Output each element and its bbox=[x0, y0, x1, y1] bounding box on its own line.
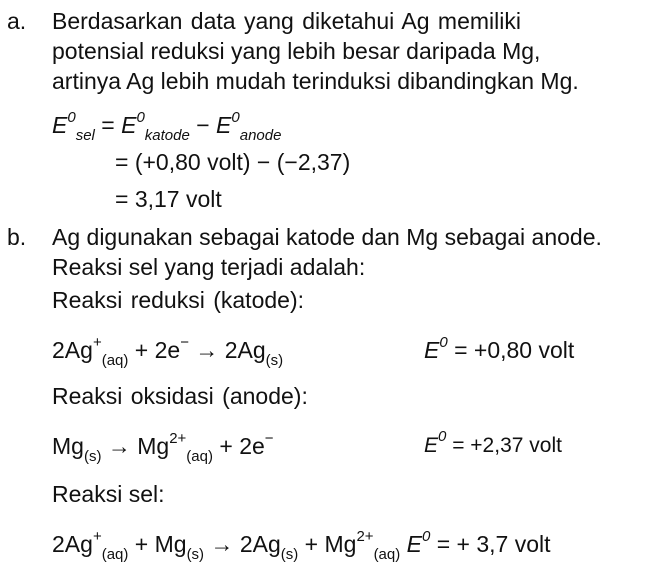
ox-plus-2e: + 2e bbox=[212, 433, 265, 459]
formula-zero-sel: 0 bbox=[67, 109, 76, 126]
calc-line-2: = 3,17 volt bbox=[115, 186, 222, 212]
red-s: (s) bbox=[265, 352, 284, 369]
ox-mg: Mg bbox=[52, 433, 84, 459]
cell-label: Reaksi sel: bbox=[52, 481, 165, 507]
formula-anode: anode bbox=[239, 127, 282, 144]
formula-sel: sel bbox=[75, 127, 95, 144]
oxidation-equation bbox=[52, 430, 274, 465]
oxidation-label: Reaksi oksidasi (anode): bbox=[52, 383, 308, 409]
cell-potential-formula bbox=[52, 109, 282, 144]
red-e-value: = +0,80 volt bbox=[447, 337, 575, 363]
ox-aq: (aq) bbox=[186, 448, 213, 465]
cell-plus-mg: + Mg bbox=[128, 531, 187, 557]
cell-aq2: (aq) bbox=[373, 546, 401, 563]
cell-plus-mg2: + Mg bbox=[298, 531, 357, 557]
cell-ag-charge: + bbox=[92, 528, 102, 545]
red-arrow-2ag: → 2Ag bbox=[188, 337, 266, 363]
formula-e-anode: E bbox=[216, 112, 232, 138]
formula-e-katode: E bbox=[121, 112, 137, 138]
red-e-charge: − bbox=[180, 334, 189, 351]
part-a-line-3: artinya Ag lebih mudah terinduksi dibandingkan Mg. bbox=[52, 68, 579, 94]
cell-equation bbox=[52, 528, 551, 563]
ox-mg-charge: 2+ bbox=[169, 430, 187, 447]
formula-katode: katode bbox=[144, 127, 190, 144]
formula-minus: − bbox=[196, 112, 210, 138]
part-a-line-1: Berdasarkan data yang diketahui Ag memiliki bbox=[52, 8, 521, 34]
red-ag-charge: + bbox=[92, 334, 102, 351]
cell-e: E bbox=[400, 531, 422, 557]
cell-e-value: = + 3,7 volt bbox=[430, 531, 551, 557]
part-a-marker: a. bbox=[7, 8, 27, 34]
cell-mg-charge: 2+ bbox=[356, 528, 374, 545]
red-aq: (aq) bbox=[101, 352, 129, 369]
red-e-zero: 0 bbox=[439, 334, 448, 351]
reduction-label: Reaksi reduksi (katode): bbox=[52, 287, 304, 313]
reduction-potential bbox=[424, 334, 575, 363]
reduction-equation bbox=[52, 334, 284, 369]
formula-equals: = bbox=[101, 112, 115, 138]
oxidation-potential bbox=[424, 428, 562, 457]
ox-e-zero: 0 bbox=[438, 428, 447, 445]
formula-zero-katode: 0 bbox=[136, 109, 145, 126]
red-2ag: 2Ag bbox=[52, 337, 93, 363]
ox-e: E bbox=[424, 434, 439, 457]
ox-e-charge: − bbox=[264, 430, 274, 447]
part-b-marker: b. bbox=[7, 224, 27, 250]
formula-e-sel: E bbox=[52, 112, 68, 138]
cell-s2: (s) bbox=[280, 546, 299, 563]
ox-s: (s) bbox=[83, 448, 102, 465]
cell-aq: (aq) bbox=[101, 546, 129, 563]
part-b-line-1: Ag digunakan sebagai katode dan Mg sebagai anode. bbox=[52, 224, 602, 250]
part-a-line-2: potensial reduksi yang lebih besar daripada Mg, bbox=[52, 38, 541, 64]
formula-zero-anode: 0 bbox=[231, 109, 240, 126]
ox-e-value: = +2,37 volt bbox=[446, 434, 562, 457]
red-e: E bbox=[424, 337, 440, 363]
cell-2ag: 2Ag bbox=[52, 531, 93, 557]
part-b-line-2: Reaksi sel yang terjadi adalah: bbox=[52, 254, 366, 280]
red-plus-2e: + 2e bbox=[128, 337, 181, 363]
ox-arrow-mg: → Mg bbox=[101, 433, 170, 459]
cell-e-zero: 0 bbox=[421, 528, 431, 545]
cell-s: (s) bbox=[186, 546, 205, 563]
cell-arrow-2ag: → 2Ag bbox=[204, 531, 281, 557]
calc-line-1: = (+0,80 volt) − (−2,37) bbox=[115, 149, 351, 175]
